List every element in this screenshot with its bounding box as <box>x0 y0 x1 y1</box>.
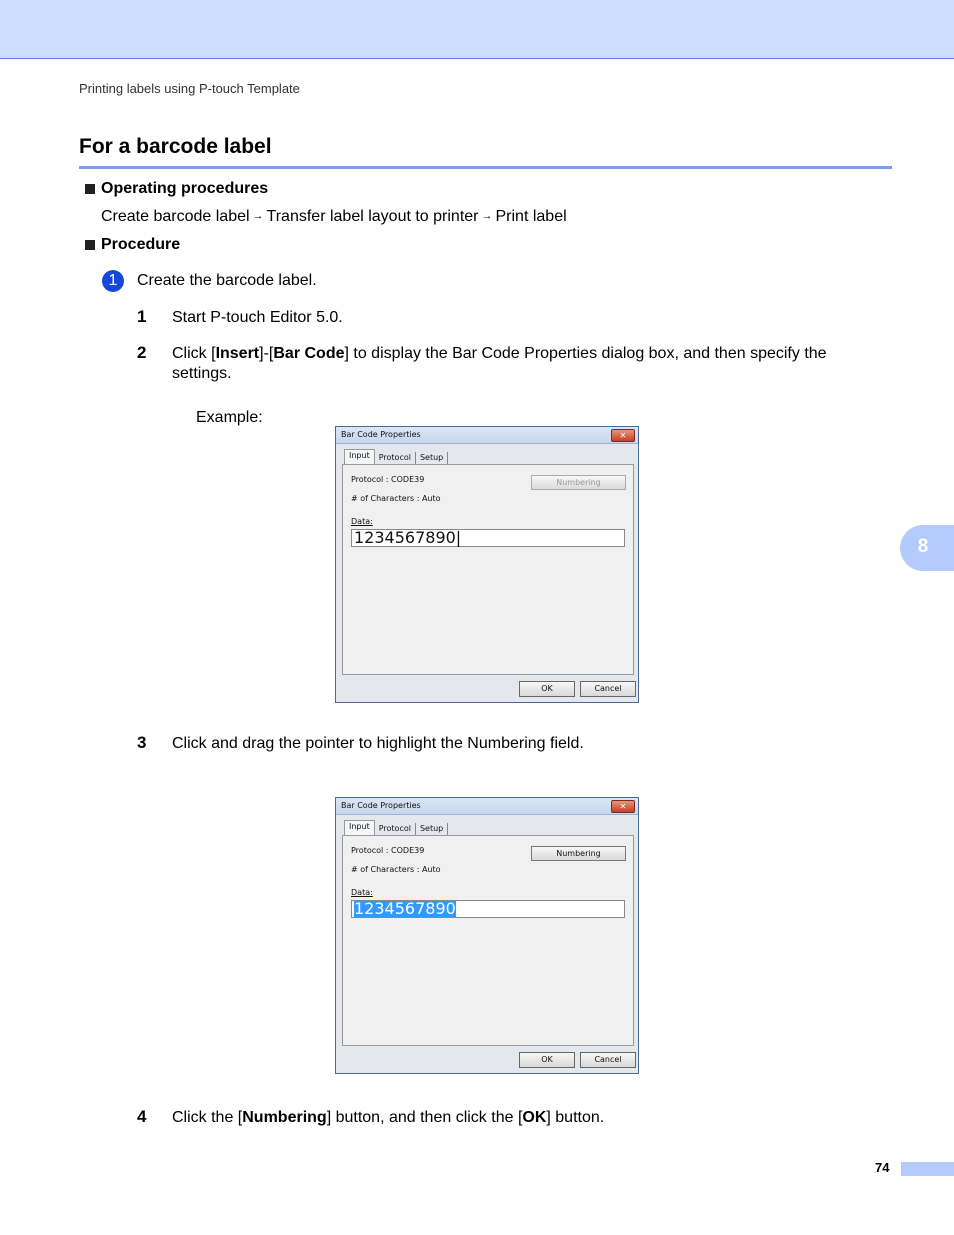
dialog-tabs <box>344 450 448 464</box>
top-header-band <box>0 0 954 59</box>
ok-button[interactable]: OK <box>519 1052 575 1068</box>
circle-step-text: Create the barcode label. <box>137 272 317 289</box>
tab-input[interactable]: Input <box>344 449 375 464</box>
title-rule <box>79 166 892 169</box>
tab-setup[interactable]: Setup <box>416 823 448 835</box>
page-number: 74 <box>875 1160 890 1175</box>
step-4-ok-bold: OK <box>522 1109 547 1126</box>
step-4-numbering-bold: Numbering <box>242 1109 327 1126</box>
cancel-button[interactable]: Cancel <box>580 1052 636 1068</box>
procedure-heading <box>85 236 180 254</box>
step-1-text: Start P-touch Editor 5.0. <box>172 309 343 326</box>
bar-code-properties-dialog <box>335 426 639 703</box>
step-3-number: 3 <box>137 733 147 752</box>
dialog-tabs <box>344 821 448 835</box>
page-number-bar <box>901 1162 954 1176</box>
chapter-tab <box>900 525 954 571</box>
section-title: For a barcode label <box>79 135 272 158</box>
step-1-number: 1 <box>137 307 147 326</box>
flow-step-3: Print label <box>495 208 567 225</box>
step-4-number: 4 <box>137 1107 147 1126</box>
step-2-part: ]-[ <box>259 345 274 362</box>
input-tab-panel <box>342 835 634 1046</box>
data-value-selected: 1234567890 <box>354 899 456 918</box>
step-2-barcode-bold: Bar Code <box>273 345 345 362</box>
flow-step-1: Create barcode label <box>101 208 250 225</box>
bar-code-properties-dialog-highlighted <box>335 797 639 1074</box>
dialog-title: Bar Code Properties <box>341 430 421 439</box>
step-2-number: 2 <box>137 343 147 362</box>
close-icon[interactable]: ✕ <box>611 429 635 442</box>
step-4-part: ] button. <box>546 1109 605 1126</box>
ok-button[interactable]: OK <box>519 681 575 697</box>
protocol-label: Protocol : CODE39 <box>351 475 425 484</box>
tab-protocol[interactable]: Protocol <box>375 823 416 835</box>
text-cursor: | <box>455 528 462 547</box>
running-header: Printing labels using P-touch Template <box>79 81 300 96</box>
step-4-text <box>172 1108 882 1128</box>
dialog-titlebar <box>336 427 638 444</box>
input-tab-panel <box>342 464 634 675</box>
operating-heading-text: Operating procedures <box>101 180 269 197</box>
tab-protocol[interactable]: Protocol <box>375 452 416 464</box>
square-bullet-icon <box>85 240 95 250</box>
operating-flow <box>101 208 567 226</box>
operating-procedures-heading <box>85 180 268 198</box>
data-label: Data: <box>351 888 373 897</box>
characters-label: # of Characters : Auto <box>351 494 441 503</box>
data-input[interactable] <box>351 529 625 547</box>
step-4-part: Click the [ <box>172 1109 243 1126</box>
numbering-button[interactable]: Numbering <box>531 475 626 490</box>
step-4-part: ] button, and then click the [ <box>326 1109 523 1126</box>
arrow-icon: → <box>252 210 264 222</box>
step-2-insert-bold: Insert <box>215 345 260 362</box>
chapter-number: 8 <box>917 536 929 557</box>
protocol-label: Protocol : CODE39 <box>351 846 425 855</box>
cancel-button[interactable]: Cancel <box>580 681 636 697</box>
tab-input[interactable]: Input <box>344 820 375 835</box>
step-2-text <box>172 344 882 384</box>
step-3-text: Click and drag the pointer to highlight the Numbering field. <box>172 735 584 752</box>
step-2-part: ] to display the Bar Code Properties dialog box, and then specify the settings. <box>172 345 827 382</box>
procedure-heading-text: Procedure <box>101 236 181 253</box>
example-label: Example: <box>196 409 263 426</box>
dialog-titlebar <box>336 798 638 815</box>
arrow-icon: → <box>481 210 493 222</box>
flow-step-2: Transfer label layout to printer <box>266 208 479 225</box>
square-bullet-icon <box>85 184 95 194</box>
tab-setup[interactable]: Setup <box>416 452 448 464</box>
close-icon[interactable]: ✕ <box>611 800 635 813</box>
step-2-part: Click [ <box>172 345 216 362</box>
dialog-title: Bar Code Properties <box>341 801 421 810</box>
circle-step-number: 1 <box>102 270 124 292</box>
data-input[interactable] <box>351 900 625 918</box>
characters-label: # of Characters : Auto <box>351 865 441 874</box>
numbering-button[interactable]: Numbering <box>531 846 626 861</box>
data-label: Data: <box>351 517 373 526</box>
data-value: 1234567890 <box>354 528 456 547</box>
